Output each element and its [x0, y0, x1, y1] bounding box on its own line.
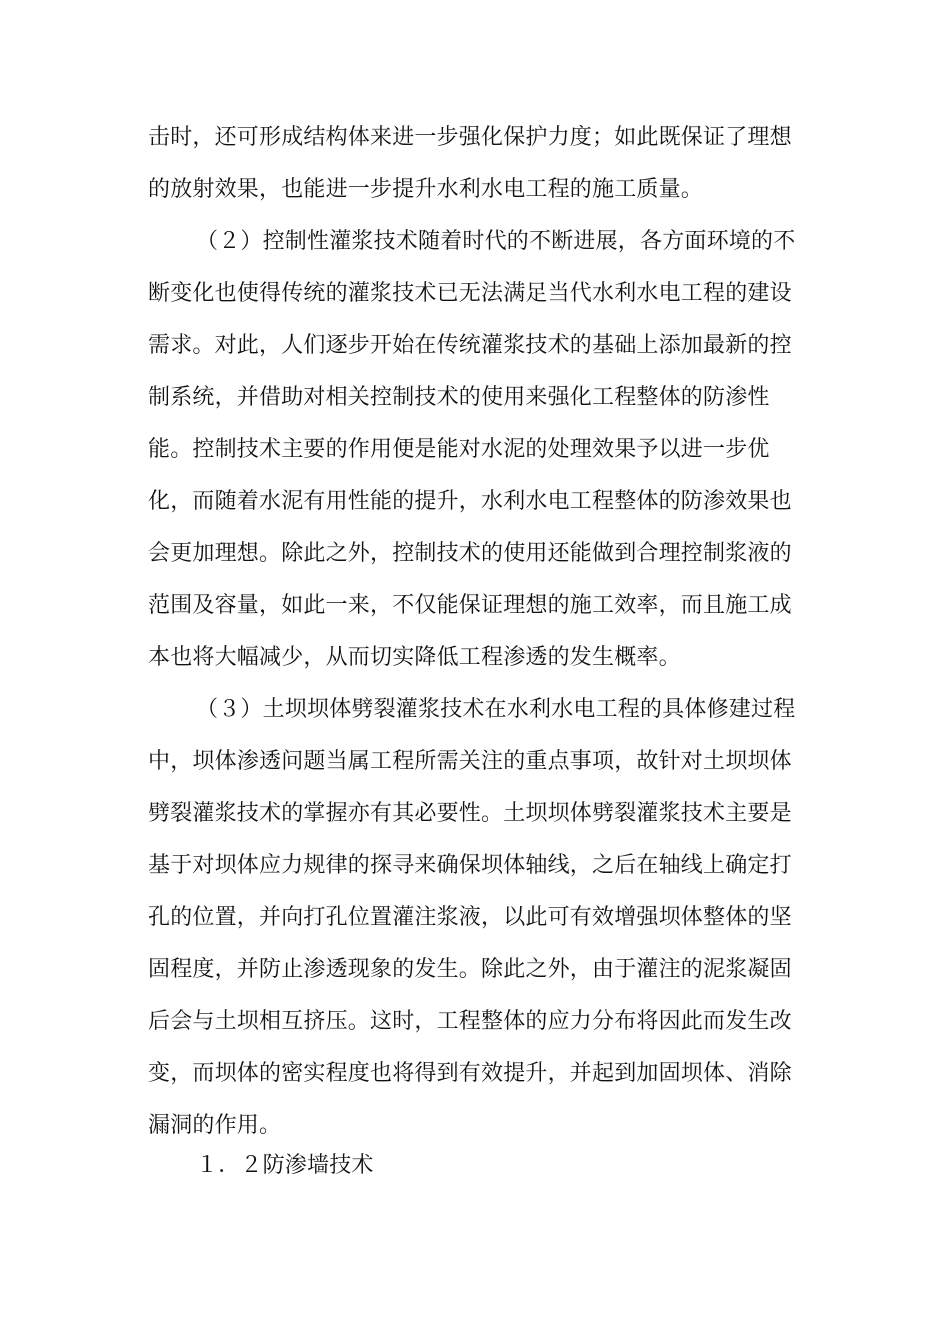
text-line: 击时，还可形成结构体来进一步强化保护力度；如此既保证了理想 [148, 125, 792, 150]
text-line: 化，而随着水泥有用性能的提升，水利水电工程整体的防渗效果也 [148, 489, 792, 514]
text-line: 断变化也使得传统的灌浆技术已无法满足当代水利水电工程的建设 [148, 281, 792, 306]
text-line: 变，而坝体的密实程度也将得到有效提升，并起到加固坝体、消除 [148, 1061, 792, 1086]
paragraph-first-line: （２）控制性灌浆技术随着时代的不断进展，各方面环境的不 [196, 229, 796, 254]
text-line: 中，坝体渗透问题当属工程所需关注的重点事项，故针对土坝坝体 [148, 749, 792, 774]
text-line: 范围及容量，如此一来，不仅能保证理想的施工效率，而且施工成 [148, 593, 792, 618]
text-line: 本也将大幅减少，从而切实降低工程渗透的发生概率。 [148, 645, 681, 670]
text-line: 的放射效果，也能进一步提升水利水电工程的施工质量。 [148, 177, 704, 202]
text-line: 漏洞的作用。 [148, 1113, 282, 1138]
text-line: 劈裂灌浆技术的掌握亦有其必要性。土坝坝体劈裂灌浆技术主要是 [148, 801, 792, 826]
text-line: 能。控制技术主要的作用便是能对水泥的处理效果予以进一步优 [148, 437, 770, 462]
text-line: 制系统，并借助对相关控制技术的使用来强化工程整体的防渗性 [148, 385, 770, 410]
text-line: 孔的位置，并向打孔位置灌注浆液，以此可有效增强坝体整体的坚 [148, 905, 792, 930]
text-line: 后会与土坝相互挤压。这时，工程整体的应力分布将因此而发生改 [148, 1009, 792, 1034]
text-line: 会更加理想。除此之外，控制技术的使用还能做到合理控制浆液的 [148, 541, 792, 566]
text-line: 需求。对此，人们逐步开始在传统灌浆技术的基础上添加最新的控 [148, 333, 792, 358]
text-line: 固程度，并防止渗透现象的发生。除此之外，由于灌注的泥浆凝固 [148, 957, 792, 982]
text-line: 基于对坝体应力规律的探寻来确保坝体轴线，之后在轴线上确定打 [148, 853, 792, 878]
paragraph-first-line: （３）土坝坝体劈裂灌浆技术在水利水电工程的具体修建过程 [196, 697, 796, 722]
section-heading: １．２防渗墙技术 [196, 1153, 374, 1178]
